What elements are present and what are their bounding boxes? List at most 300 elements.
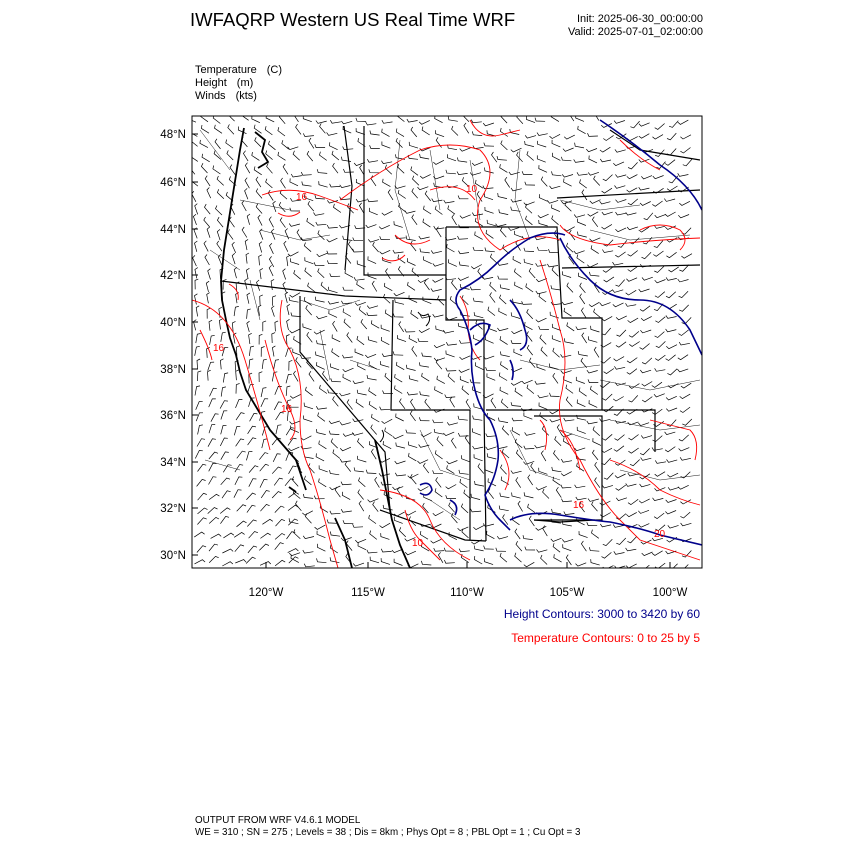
wind-barb	[385, 373, 392, 382]
wind-barb	[433, 420, 444, 423]
wind-barb	[197, 359, 200, 370]
wind-barb	[382, 142, 390, 149]
temperature-contours	[192, 120, 700, 568]
wind-barb	[398, 190, 406, 199]
wind-barb	[594, 309, 601, 318]
wind-barb	[641, 458, 652, 461]
wind-barb	[447, 244, 455, 252]
wind-barb	[501, 113, 507, 123]
wind-barb	[411, 127, 417, 137]
wind-barb	[272, 346, 275, 357]
wind-barb	[446, 368, 456, 371]
wind-barb	[318, 268, 325, 277]
wind-barb	[484, 193, 493, 199]
wind-barb	[355, 349, 363, 356]
wind-barb	[516, 450, 522, 460]
wind-barb	[563, 544, 572, 551]
wind-barb	[409, 142, 418, 148]
wind-barb	[419, 328, 430, 332]
wind-barb	[407, 392, 418, 395]
wind-barb	[595, 462, 600, 472]
wind-barb	[205, 176, 210, 186]
wind-barb	[490, 282, 497, 292]
wind-barb	[680, 457, 691, 460]
wind-barb	[525, 141, 534, 147]
wind-barb	[536, 486, 547, 490]
wind-barb	[565, 202, 572, 212]
wind-barb	[369, 208, 377, 215]
wind-barb	[260, 268, 263, 279]
wind-barb	[614, 551, 625, 554]
wind-barb	[458, 251, 469, 254]
wind-barb	[195, 241, 198, 252]
wind-barb	[499, 308, 507, 316]
wind-barb	[485, 168, 494, 174]
wind-barb	[488, 307, 495, 316]
wind-barb	[435, 206, 442, 215]
wind-barb	[577, 255, 584, 264]
wind-barb	[626, 564, 637, 568]
wind-barb	[576, 377, 585, 384]
wind-barb	[305, 268, 312, 277]
wind-barb	[353, 238, 363, 241]
wind-barb	[289, 447, 300, 451]
wind-barb	[642, 397, 652, 402]
wind-barb	[422, 373, 430, 381]
wind-barb	[245, 239, 248, 250]
wind-barb	[668, 564, 678, 570]
wind-barb	[383, 441, 391, 449]
wind-barb	[286, 374, 292, 383]
wind-barb	[563, 148, 574, 151]
wind-barb	[588, 499, 599, 502]
wind-barb	[255, 137, 261, 147]
wind-barb	[523, 461, 534, 464]
wind-barb	[205, 255, 210, 266]
wind-barb	[269, 265, 273, 276]
wind-barb	[259, 242, 262, 253]
wind-barb	[654, 513, 664, 519]
wind-barb	[263, 321, 266, 331]
wind-barb	[462, 529, 469, 538]
wind-barb	[367, 199, 378, 202]
wind-barb	[525, 322, 533, 330]
wind-barb	[395, 461, 406, 464]
wind-barb	[424, 280, 429, 290]
wind-barb	[433, 176, 444, 179]
wind-barb	[272, 492, 281, 499]
wind-barb	[449, 259, 457, 266]
wind-barb	[330, 511, 341, 514]
wind-barb	[511, 340, 521, 343]
wind-barb	[408, 282, 416, 290]
lat-label: 32°N	[160, 503, 186, 515]
wind-barb	[406, 236, 416, 241]
wind-barb	[249, 346, 254, 356]
wind-barb	[641, 316, 652, 320]
wind-barb	[304, 564, 315, 567]
wind-barb	[589, 400, 597, 407]
wind-barb	[526, 116, 535, 123]
wind-barb	[577, 427, 586, 434]
wind-barb	[282, 140, 289, 149]
wind-barb	[473, 298, 483, 302]
wind-barb	[604, 369, 614, 374]
wind-barb	[329, 431, 339, 435]
wind-barb	[656, 341, 666, 347]
wind-barb	[328, 301, 339, 304]
wind-barb	[221, 478, 230, 485]
wind-barb	[466, 399, 471, 409]
wind-barb	[667, 186, 677, 191]
wind-barb	[511, 471, 522, 474]
wind-barb	[600, 419, 611, 422]
wind-barb	[496, 224, 507, 227]
wind-barb	[536, 526, 547, 530]
wind-barb	[400, 399, 406, 409]
wind-barb	[615, 149, 626, 152]
wind-barb	[463, 112, 469, 122]
wind-barb	[538, 214, 549, 218]
wind-barb	[320, 123, 326, 133]
wind-barb	[230, 165, 235, 175]
wind-barb	[194, 532, 204, 537]
wind-barb	[409, 453, 417, 461]
wind-barb	[655, 472, 665, 477]
wind-barb	[381, 549, 391, 552]
wind-barb	[202, 154, 210, 162]
wind-barb	[197, 479, 206, 486]
wind-barb	[574, 215, 585, 218]
wind-barb	[487, 373, 495, 380]
wind-barb	[473, 247, 483, 251]
wind-barb	[197, 518, 206, 525]
wind-barb	[340, 393, 351, 396]
wind-barb	[247, 520, 256, 527]
wind-barb	[304, 476, 311, 485]
wind-barb	[666, 277, 677, 280]
wind-barb	[292, 477, 298, 487]
wind-barb	[280, 190, 287, 199]
wind-barb	[564, 135, 575, 139]
wind-barb	[256, 177, 261, 187]
wind-barb	[592, 501, 598, 511]
wind-barb	[260, 295, 263, 305]
wind-barb	[447, 422, 458, 425]
wind-barb	[340, 422, 351, 425]
wind-barb	[552, 509, 562, 514]
wind-barb	[578, 351, 588, 356]
wind-barb	[209, 477, 217, 485]
wind-barb	[490, 254, 497, 263]
wind-barb	[343, 169, 353, 172]
wind-barb	[575, 448, 586, 451]
wind-barb	[352, 433, 363, 436]
wind-barb	[371, 449, 376, 459]
wind-barb	[681, 383, 691, 388]
wind-barb	[228, 124, 234, 134]
wind-barb	[289, 360, 293, 370]
wind-barb	[501, 465, 507, 475]
wind-barb	[197, 371, 201, 381]
wind-barb	[223, 465, 231, 473]
wind-barb	[615, 474, 626, 478]
wind-barb	[195, 451, 203, 459]
wind-barb	[616, 200, 627, 203]
wind-barb	[303, 536, 314, 539]
wind-barb	[259, 255, 262, 265]
wind-barb	[514, 269, 521, 278]
wind-barb	[330, 532, 340, 537]
wind-barb	[595, 478, 600, 488]
wind-barb	[235, 465, 243, 473]
wind-barb	[209, 452, 218, 459]
wind-barb	[484, 558, 493, 564]
wind-barb	[666, 408, 677, 411]
wind-barb	[344, 319, 351, 328]
map-title: IWFAQRP Western US Real Time WRF	[190, 9, 516, 30]
wind-barb	[222, 549, 233, 553]
wind-barb	[317, 558, 327, 562]
wind-barb	[473, 446, 484, 449]
wind-barb	[327, 260, 337, 263]
wind-barb	[642, 277, 653, 280]
wind-barb	[393, 250, 404, 253]
wind-barb	[535, 445, 546, 448]
wind-barb	[639, 134, 650, 139]
wind-barb	[412, 215, 417, 225]
wind-barb	[353, 563, 364, 566]
wind-barb	[515, 231, 523, 238]
wind-barb	[603, 406, 613, 412]
wind-barb	[496, 548, 506, 552]
wind-barb	[285, 229, 289, 240]
wind-barb	[319, 465, 328, 472]
wind-barb	[577, 400, 585, 407]
wind-barb	[500, 284, 509, 289]
wind-barb	[588, 336, 597, 342]
wind-barb	[220, 359, 223, 370]
wind-barb	[474, 546, 483, 551]
wind-barb	[627, 227, 638, 230]
wind-barb	[435, 488, 442, 497]
wind-barb	[655, 355, 665, 360]
wind-barb	[271, 279, 274, 290]
wind-barb	[564, 308, 572, 316]
wind-barb	[550, 419, 561, 422]
wind-barb	[217, 241, 222, 251]
wind-barb	[613, 162, 624, 166]
wind-barb	[418, 187, 429, 190]
wind-barb	[419, 362, 429, 367]
field-unit: (C)	[266, 64, 283, 76]
wind-barb	[207, 188, 211, 199]
wind-barb	[290, 293, 301, 298]
wind-barb	[327, 251, 337, 254]
wind-barb	[502, 426, 508, 436]
wind-barb	[316, 429, 325, 435]
wind-barb	[561, 371, 572, 374]
wind-barb	[235, 560, 246, 563]
wind-barb	[499, 209, 508, 214]
wind-barb	[515, 282, 523, 289]
wind-barb	[380, 250, 391, 254]
lat-label: 34°N	[160, 457, 186, 469]
wind-barb	[330, 273, 340, 276]
wind-barb	[274, 360, 279, 369]
wind-barb	[628, 448, 638, 453]
wind-barb	[288, 147, 299, 150]
wind-barb	[317, 531, 325, 538]
wind-barb	[248, 546, 257, 553]
wind-barb	[343, 368, 354, 372]
wind-barb	[289, 224, 300, 227]
wind-barb	[236, 439, 245, 446]
wind-barb	[452, 126, 458, 136]
wind-barb	[319, 441, 327, 449]
wind-barb	[642, 382, 653, 387]
wind-barb	[291, 313, 301, 317]
wind-barb	[557, 425, 562, 436]
wind-barb	[497, 536, 508, 539]
wind-barb	[388, 190, 393, 200]
wind-barb	[289, 466, 297, 474]
wind-barb	[554, 450, 560, 460]
wind-barb	[397, 113, 404, 122]
wind-barb	[512, 330, 523, 334]
wind-barb	[198, 493, 207, 500]
wind-barb	[561, 499, 572, 502]
wind-barb	[588, 379, 598, 382]
wind-barb	[679, 435, 689, 441]
wind-barb	[566, 385, 573, 394]
wind-barb	[405, 551, 416, 555]
wind-barb	[262, 519, 272, 524]
wind-barb	[246, 493, 255, 500]
wind-barb	[527, 309, 533, 319]
wind-barb	[594, 176, 600, 186]
wind-barb	[638, 423, 649, 426]
wind-barb	[315, 144, 325, 147]
wind-barb	[302, 182, 312, 187]
wind-barb	[475, 362, 483, 369]
wind-barb	[483, 186, 494, 189]
wind-barb	[679, 448, 690, 451]
wind-barb	[488, 489, 494, 499]
wind-barb	[294, 111, 299, 121]
wind-barb	[303, 494, 313, 498]
wind-barb	[242, 201, 246, 212]
wind-barb	[259, 453, 268, 460]
wind-barb	[601, 448, 612, 452]
wind-barb	[457, 172, 468, 175]
wind-barb	[198, 464, 207, 471]
wind-barb	[356, 118, 366, 122]
wind-barb	[590, 238, 601, 242]
wind-barb	[221, 411, 227, 420]
wind-barb	[355, 302, 366, 305]
wind-barb	[529, 516, 534, 526]
wind-barb	[330, 142, 338, 149]
wind-barb	[396, 129, 404, 137]
wind-barb	[513, 256, 521, 264]
wind-barb	[586, 149, 597, 152]
wind-barb	[627, 358, 637, 363]
wind-barb	[367, 375, 377, 380]
wind-barb	[214, 150, 221, 159]
wind-barb	[600, 147, 611, 152]
wind-barb	[626, 278, 637, 282]
wind-barb	[200, 140, 208, 148]
wind-barb	[437, 436, 443, 446]
wind-barb	[588, 172, 599, 175]
wind-barb	[354, 163, 365, 166]
wind-barb	[283, 269, 286, 280]
wind-barb	[211, 414, 219, 422]
wind-barb	[314, 213, 325, 216]
wind-barb	[539, 194, 547, 201]
wind-barb	[287, 304, 290, 315]
wind-barb	[278, 127, 285, 136]
wind-barb	[528, 475, 533, 485]
wind-barb	[369, 515, 376, 524]
wind-barb	[641, 435, 652, 438]
wind-barb	[327, 238, 338, 242]
wind-barb	[515, 553, 522, 562]
wind-barb	[642, 252, 652, 258]
wind-barb	[331, 378, 341, 382]
wind-barb	[207, 308, 210, 318]
wind-barb	[204, 217, 210, 227]
wind-barb	[541, 177, 547, 187]
wind-barb	[280, 217, 285, 227]
wind-barb	[365, 354, 376, 357]
wind-barb	[406, 430, 416, 434]
wind-barb	[219, 319, 222, 330]
wind-barb	[216, 206, 223, 216]
contour-label: 10	[412, 538, 424, 549]
wind-barb	[564, 418, 575, 421]
wind-barb	[342, 355, 353, 358]
wind-barb	[246, 268, 249, 279]
wind-barb	[452, 214, 457, 225]
wind-barb	[423, 219, 431, 227]
lat-label: 48°N	[160, 129, 186, 141]
wind-barb	[195, 294, 198, 305]
wind-barb	[261, 491, 270, 498]
wind-barb	[194, 320, 197, 331]
wind-barb	[329, 310, 337, 317]
wind-barb	[410, 411, 415, 421]
wind-barb	[197, 439, 205, 447]
wind-barb	[222, 491, 231, 498]
wind-barb	[511, 381, 522, 385]
wind-barb	[501, 361, 509, 369]
wind-barb	[446, 351, 455, 357]
wind-barb	[472, 428, 480, 435]
wind-barb	[459, 340, 470, 343]
wind-barb	[592, 530, 599, 539]
lat-label: 40°N	[160, 317, 186, 329]
wind-barb	[446, 495, 456, 498]
wind-barb	[640, 202, 651, 206]
wind-barb	[654, 241, 663, 248]
wind-barb	[431, 288, 442, 291]
wind-barb	[497, 156, 507, 160]
wind-barb	[536, 291, 547, 294]
wind-barb	[329, 421, 340, 424]
wind-barb	[423, 463, 428, 473]
